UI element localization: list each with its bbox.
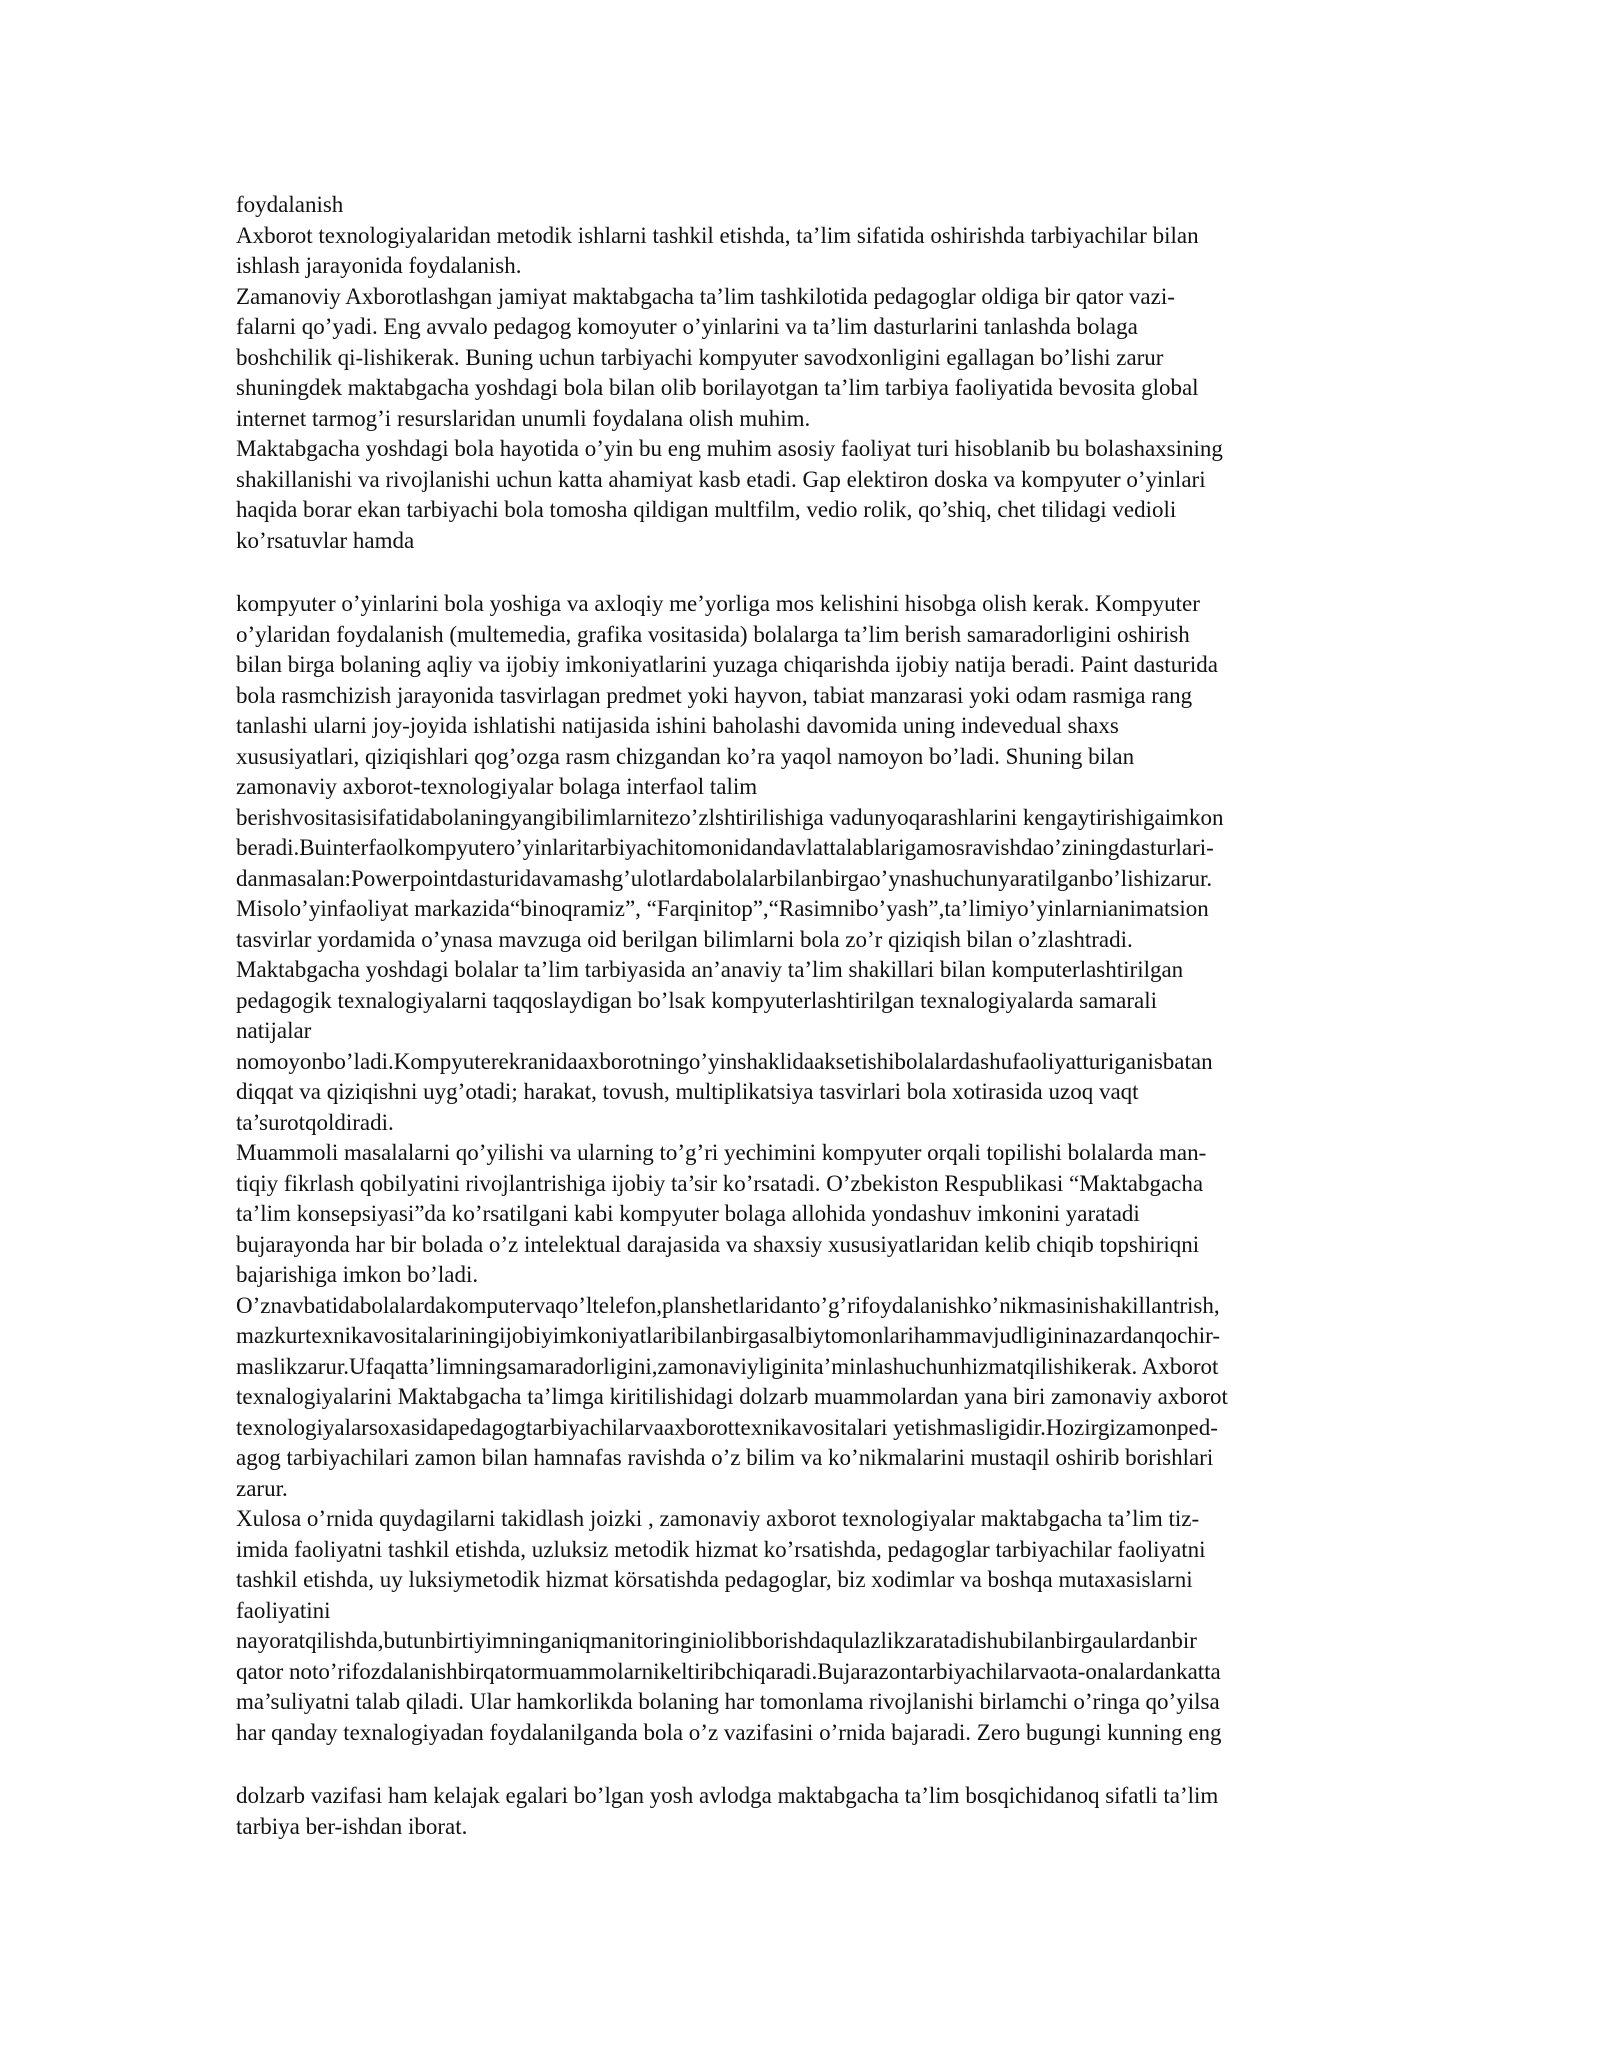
text-line: dolzarb vazifasi ham kelajak egalari bo’lgan yosh avlodga maktabgacha ta’lim bosqichidanoq sifatli ta’lim [236,1783,1219,1808]
text-line: faoliyatini [236,1597,331,1623]
text-line: Maktabgacha yoshdagi bolalar ta’lim tarbiyasida an’anaviy ta’lim shakillari bilan komputerlashtirilgan [236,957,1184,982]
text-line: bilan birga bolaning aqliy va ijobiy imkoniyatlarini yuzaga chiqarishda ijobiy natija beradi. Paint dasturida [236,652,1218,677]
text-line: tarbiya ber-ishdan iborat. [236,1813,468,1839]
text-line: tanlashi ularni joy-joyida ishlatishi natijasida ishini baholashi davomida uning indevedual shaxs [236,713,1119,738]
text-line: falarni qo’yadi. Eng avvalo pedagog komoyuter o’yinlarini va ta’lim dasturlarini tanlashda bolaga [236,314,1138,339]
text-block-3 [236,1781,1366,1842]
text-line: Misolo’yinfaoliyat markazida“binoqramiz”, “Farqinitop”,“Rasimnibo’yash”,ta’limiyo’yinlarnianimatsion [236,896,1209,921]
text-line: kompyuter o’yinlarini bola yoshiga va axloqiy me’yorliga mos kelishini hisobga olish kerak. Kompyuter [236,591,1200,616]
text-line: nayoratqilishda,butunbirtiyimninganiqmanitoringiniolibborishdaqulazlikzaratadishubilanbirgaulardanbir [236,1628,1197,1653]
text-line: Muammoli masalalarni qo’yilishi va ularning to’g’ri yechimini kompyuter orqali topilishi bolalarda man- [236,1140,1207,1165]
text-line: imida faoliyatni tashkil etishda, uzluksiz metodik hizmat ko’rsatishda, pedagoglar tarbiyachilar faoliyatni [236,1536,1206,1562]
text-line: internet tarmog’i resurslaridan unumli foydalana olish muhim. [236,405,811,431]
text-line: natijalar [236,1018,312,1043]
text-line: ko’rsatuvlar hamda [236,527,415,553]
text-line: Axborot texnologiyalaridan metodik ishlarni tashkil etishda, ta’lim sifatida oshirishda tarbiyachilar bilan [236,222,1199,248]
text-line: foydalanish [236,192,344,217]
text-line: nomoyonbo’ladi.Kompyuterekranidaaxborotningo’yinshaklidaaksetishibolalardashufaoliyatturiganisbatan [236,1048,1213,1074]
text-line: bujarayonda har bir bolada o’z intelektual darajasida va shaxsiy xususiyatlaridan kelib chiqib topshiriqni [236,1231,1200,1257]
text-line: texnalogiyalarini Maktabgacha ta’limga kiritilishidagi dolzarb muammolardan yana biri zamonaviy axborot [236,1384,1228,1409]
text-line: berishvositasisifatidabolaningyangibilimlarnitezo’zlshtirilishiga vadunyoqarashlarini kengaytirishigaimkon [236,804,1224,830]
text-line: haqida borar ekan tarbiyachi bola tomosha qildigan multfilm, vedio rolik, qo’shiq, chet tilidagi vedioli [236,497,1177,522]
text-line: o’ylaridan foydalanish (multemedia, grafika vositasida) bolalarga ta’lim berish samaradorligini oshirish [236,621,1190,647]
text-line: beradi.Buinterfaolkompyutero’yinlaritarbiyachitomonidandavlattalablarigamosravishdao’ziningdasturlari- [236,835,1214,860]
text-line: tiqiy fikrlash qobilyatini rivojlantrishiga ijobiy ta’sir ko’rsatadi. O’zbekiston Respublikasi “Maktabgacha [236,1170,1204,1196]
text-line: mazkurtexnikavositalariningijobiyimkoniyatlaribilanbirgasalbiytomonlarihammavjudligininazardanqochir- [236,1323,1221,1348]
text-line: texnologiyalarsoxasidapedagogtarbiyachilarvaaxborottexnikavositalari yetishmasligidir.Hozirgizamonped- [236,1414,1218,1440]
text-line: shuningdek maktabgacha yoshdagi bola bilan olib borilayotgan ta’lim tarbiya faoliyatida bevosita global [236,375,1199,400]
text-line: shakillanishi va rivojlanishi uchun katta ahamiyat kasb etadi. Gap elektiron doska va kompyuter o’yinlari [236,466,1206,492]
text-line: agog tarbiyachilari zamon bilan hamnafas ravishda o’z bilim va ko’nikmalarini mustaqil oshirib borishlari [236,1445,1214,1470]
text-line: Zamanoviy Axborotlashgan jamiyat maktabgacha ta’lim tashkilotida pedagoglar oldiga bir qator vazi- [236,283,1175,309]
text-line: tashkil etishda, uy luksiymetodik hizmat körsatishda pedagoglar, biz xodimlar va boshqa mutaxasislarni [236,1567,1193,1592]
text-line: ta’surotqoldiradi. [236,1109,394,1135]
text-line: zarur. [236,1475,288,1501]
text-line: bola rasmchizish jarayonida tasvirlagan predmet yoki hayvon, tabiat manzarasi yoki odam rasmiga rang [236,682,1193,708]
text-line: xususiyatlari, qiziqishlari qog’ozga rasm chizgandan ko’ra yaqol namoyon bo’ladi. Shuning bilan [236,743,1135,769]
text-line: ma’suliyatni talab qiladi. Ular hamkorlikda bolaning har tomonlama rivojlanishi birlamchi o’ringa qo’yilsa [236,1689,1220,1714]
text-line: diqqat va qiziqishni uyg’otadi; harakat, tovush, multiplikatsiya tasvirlari bola xotirasida uzoq vaqt [236,1079,1139,1104]
document-page [236,190,1366,1842]
text-line: O’znavbatidabolalardakomputervaqo’ltelefon,planshetlaridanto’g’rifoydalanishko’nikmasinishakillantrish, [236,1292,1220,1318]
text-line: zamonaviy axborot-texnologiyalar bolaga interfaol talim [236,774,758,799]
text-block-1 [236,190,1366,556]
text-line: bajarishiga imkon bo’ladi. [236,1262,479,1287]
text-line: danmasalan:Powerpointdasturidavamashg’ulotlardabolalarbilanbirgao’ynashuchunyaratilganbo’lishizarur. [236,865,1213,891]
text-line: pedagogik texnalogiyalarni taqqoslaydigan bo’lsak kompyuterlashtirilgan texnalogiyalarda samarali [236,987,1157,1013]
text-line: tasvirlar yordamida o’ynasa mavzuga oid berilgan bilimlarni bola zo’r qiziqish bilan o’zlashtradi. [236,926,1133,952]
text-line: qator noto’rifozdalanishbirqatormuammolarnikeltiribchiqaradi.Bujarazontarbiyachilarvaota-onalardankatta [236,1658,1221,1684]
text-line: maslikzarur.Ufaqatta’limningsamaradorligini,zamonaviyliginita’minlashuchunhizmatqilishikerak. Axborot [236,1353,1219,1379]
text-line: har qanday texnalogiyadan foydalanilganda bola o’z vazifasini o’rnida bajaradi. Zero bugungi kunning eng [236,1719,1222,1745]
text-line: ta’lim konsepsiyasi”da ko’rsatilgani kabi kompyuter bolaga allohida yondashuv imkonini yaratadi [236,1201,1140,1226]
text-line: Maktabgacha yoshdagi bola hayotida o’yin bu eng muhim asosiy faoliyat turi hisoblanib bu bolashaxsining [236,436,1223,461]
text-line: boshchilik qi-lishikerak. Buning uchun tarbiyachi kompyuter savodxonligini egallagan bo’lishi zarur [236,344,1164,370]
text-block-2 [236,589,1366,1748]
text-line: Xulosa o’rnida quydagilarni takidlash joizki , zamonaviy axborot texnologiyalar maktabgacha ta’lim tiz- [236,1506,1200,1531]
text-line: ishlash jarayonida foydalanish. [236,253,522,278]
